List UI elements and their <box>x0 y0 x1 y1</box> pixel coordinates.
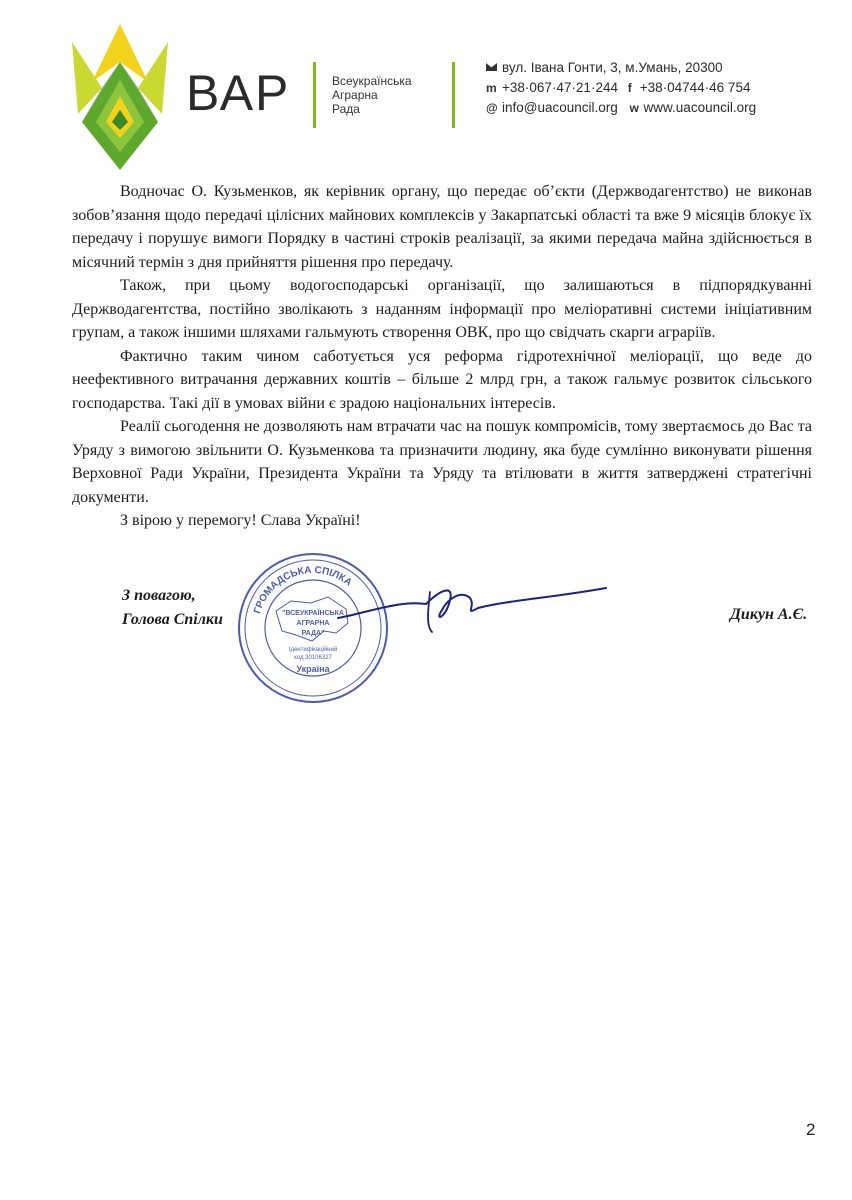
signer-name: Дикун А.Є. <box>730 606 808 623</box>
stamp-country: Україна <box>296 664 330 674</box>
signature-block <box>122 584 223 632</box>
fax[interactable]: +38·04744·46 754 <box>639 80 751 95</box>
stamp-center-line: АГРАРНА <box>296 620 330 627</box>
signer-title: Голова Спілки <box>122 611 223 628</box>
stamp-outer-text: ГРОМАДСЬКА СПІЛКА <box>252 564 354 616</box>
mail-icon <box>486 63 497 71</box>
paragraph: Реалії сьогодення не дозволяють нам втрачати час на пошук компромісів, тому звертаємось до Вас та Уряду з вимогою звільнити О. Кузьменкова та призначити людину, яка буде сумлінно виконувати рішення Верховної Ради України, Президента України та Уряду та втілювати в життя затверджені стратегічні документи. <box>72 418 812 506</box>
org-name-line: Всеукраїнська <box>332 74 412 88</box>
stamp-center-line: "ВСЕУКРАЇНСЬКА <box>282 610 344 617</box>
address: вул. Івана Гонти, 3, м.Умань, 20300 <box>502 60 723 75</box>
paragraph: Фактично таким чином саботується уся реформа гідротехнічної меліорації, що веде до неефективного витрачання державних коштів – більше 2 млрд грн, а також гальмує розвиток сільського господарства. Такі дії в умовах війни є зрадою національних інтересів. <box>72 347 812 412</box>
email-label: @ <box>486 101 498 115</box>
email-row <box>486 98 756 118</box>
paragraph: Водночас О. Кузьменков, як керівник органу, що передає об’єкти (Держводагентство) не виконав зобов’язання щодо передачі цілісних майнових комплексів у Закарпатські області та вже 9 місяців блокує їх передачу і порушує вимоги Порядку в частині строків реалізації, за якими передача майна здійснюється в місячний термін з дня прийняття рішення про передачу. <box>72 183 812 271</box>
contact-block <box>486 58 756 118</box>
address-row <box>486 58 756 78</box>
handwritten-signature <box>330 570 610 640</box>
web-label: w <box>629 101 639 115</box>
stamp-center-line: РАДА" <box>301 630 325 637</box>
header-divider <box>452 62 455 128</box>
var-logo-icon <box>72 22 168 172</box>
page-number: 2 <box>806 1120 816 1139</box>
phone-label: m <box>486 81 497 95</box>
phone[interactable]: +38·067·47·21·244 <box>502 80 618 95</box>
org-name-line: Аграрна <box>332 88 378 102</box>
web-link[interactable]: www.uacouncil.org <box>643 100 757 115</box>
brand-name: ВАР <box>186 65 291 121</box>
stamp-id-label: Ідентифікаційний <box>288 647 338 653</box>
paragraph: З вірою у перемогу! Слава Україні! <box>120 512 361 529</box>
fax-label: f <box>627 81 632 95</box>
org-name <box>332 74 412 116</box>
email-link[interactable]: info@uacouncil.org <box>502 100 618 115</box>
stamp-id-code: код 30106327 <box>294 655 332 661</box>
phone-row <box>486 78 756 98</box>
org-name-line: Рада <box>332 102 360 116</box>
closing: З повагою, <box>122 587 196 604</box>
header-divider <box>313 62 316 128</box>
paragraph: Також, при цьому водогосподарські організації, що залишаються в підпорядкуванні Держводагентства, постійно зволікають з наданням інформації про меліоративні системи ініціативним групам, а також іншими шляхами гальмують створення ОВК, про що свідчать скарги аграріїв. <box>72 277 812 341</box>
letter-body <box>72 180 812 533</box>
